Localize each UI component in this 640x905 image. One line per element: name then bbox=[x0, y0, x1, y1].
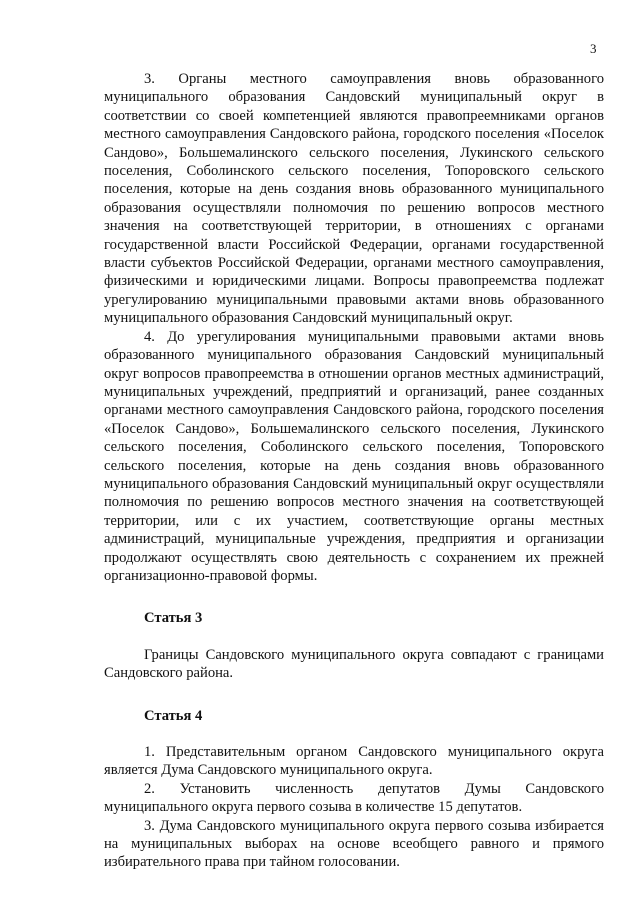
document-body bbox=[104, 70, 604, 872]
article-4-paragraph-1: 1. Представительным органом Сандовского муниципального округа является Дума Сандовского муниципального округа. bbox=[104, 744, 604, 779]
article-3-heading: Статья 3 bbox=[144, 610, 203, 627]
article-4-paragraph-2: 2. Установить численность депутатов Думы Сандовского муниципального округа первого созыва в количестве 15 депутатов. bbox=[104, 780, 604, 816]
article-3-paragraph-1: Границы Сандовского муниципального округа совпадают с границами Сандовского района. bbox=[104, 646, 604, 682]
paragraph-successors-of-local-government: 3. Органы местного самоуправления вновь образованного муниципального образования Сандовский муниципальный округ в соответствии со своей компетенцией являются правопреемниками органов местного самоуправления Сандовского района, городского поселения «Поселок Сандово», Большемалинского сельского поселения, Лукинского сельского поселения, Соболинского сельского поселения, Топоровского сельского поселения, которые на день создания вновь образованного муниципального образования осуществляли полномочия по решению вопросов местного значения на соответствующей территории, в отношениях с органами государственной власти Российской Федерации, органами государственной власти субъектов Российской Федерации, органами местного самоуправления, физическими и юридическими лицами. Вопросы правопреемства подлежат урегулированию муниципальными правовыми актами вновь образованного муниципального образования Сандовский муниципальный округ. bbox=[104, 71, 604, 327]
paragraph-succession-of-institutions: 4. До урегулирования муниципальными правовыми актами вновь образованного муниципального образования Сандовский муниципальный округ вопросов правопреемства в отношении органов местных администраций, муниципальных учреждений, предприятий и организаций, ранее созданных органами местного самоуправления Сандовского района, городского поселения «Поселок Сандово», Большемалинского сельского поселения, Лукинского сельского поселения, Соболинского сельского поселения, Топоровского сельского поселения, которые на день создания вновь образованного муниципального образования Сандовский муниципальный округ осуществляли полномочия по решению вопросов местного значения на соответствующей территории, или с их участием, соответствующие органы местных администраций, муниципальные учреждения, предприятия и организации продолжают осуществлять свою деятельность с сохранением их прежней организационно-правовой формы. bbox=[104, 328, 604, 584]
article-4-heading: Статья 4 bbox=[144, 707, 203, 724]
article-4-paragraph-3: 3. Дума Сандовского муниципального округа первого созыва избирается на муниципальных выборах на основе всеобщего равного и прямого избирательного права при тайном голосовании. bbox=[104, 817, 604, 871]
page-number: 3 bbox=[590, 41, 597, 56]
